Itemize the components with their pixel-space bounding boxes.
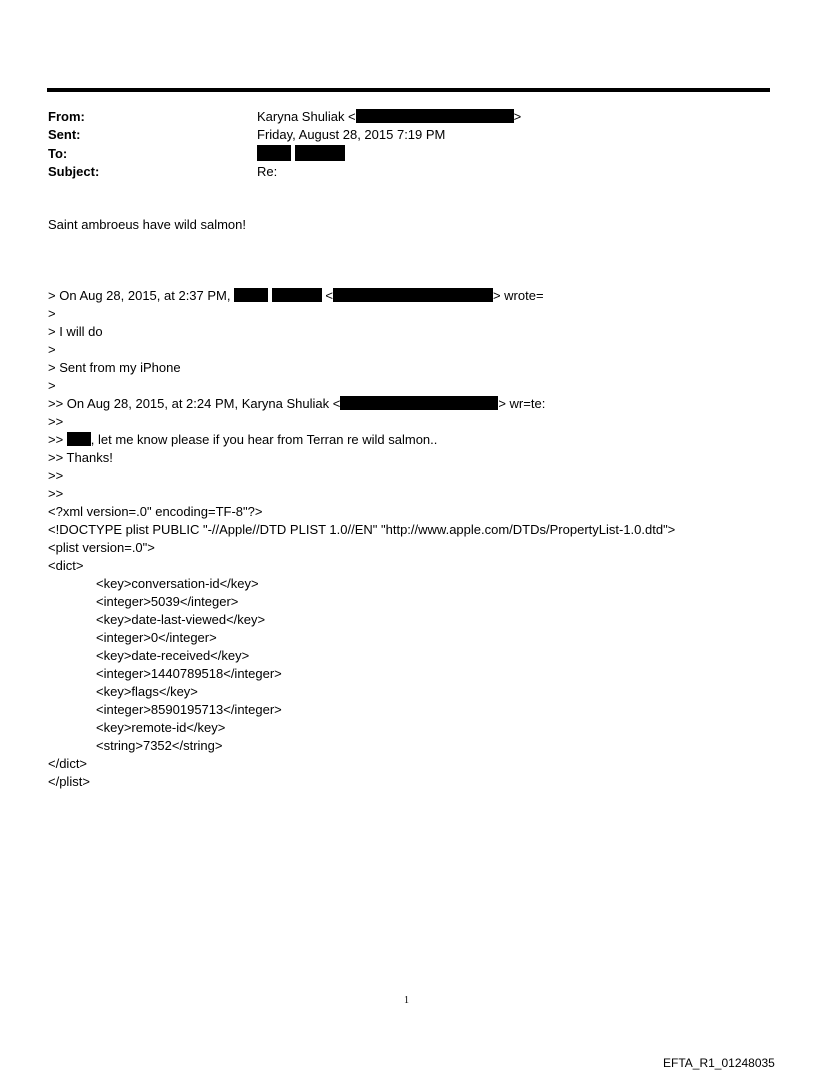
plist-entry: <integer>1440789518</integer>	[96, 666, 282, 681]
redaction-block	[67, 432, 91, 446]
plist-entry: <key>date-last-viewed</key>	[96, 612, 266, 627]
quote-line: >	[48, 306, 56, 321]
redaction-block	[333, 288, 493, 302]
quote-line: >> On Aug 28, 2015, at 2:24 PM, Karyna Shuliak < > wr=te:	[48, 396, 546, 411]
xml-declaration: <?xml version=.0" encoding=TF-8"?>	[48, 504, 263, 519]
dict-open: <dict>	[48, 558, 84, 573]
to-value	[257, 145, 345, 164]
plist-open: <plist version=.0">	[48, 540, 155, 555]
redaction-block	[257, 145, 291, 161]
quote-line: > On Aug 28, 2015, at 2:37 PM, < > wrote=	[48, 288, 544, 303]
subject-value: Re:	[257, 164, 278, 179]
redaction-block	[234, 288, 268, 302]
sent-value: Friday, August 28, 2015 7:19 PM	[257, 127, 446, 142]
from-close: >	[513, 109, 522, 124]
redaction-block	[340, 396, 498, 410]
quote-line: > I will do	[48, 324, 103, 339]
header-rule	[47, 88, 770, 92]
redaction-block	[356, 109, 514, 123]
plist-entry: <string>7352</string>	[96, 738, 223, 753]
quote-line: >>	[48, 486, 64, 501]
plist-entry: <key>conversation-id</key>	[96, 576, 259, 591]
quote-line: >	[48, 378, 56, 393]
redaction-block	[272, 288, 322, 302]
quote-line: >	[48, 342, 56, 357]
plist-entry: <integer>0</integer>	[96, 630, 217, 645]
from-label: From:	[48, 109, 85, 124]
dict-close: </dict>	[48, 756, 88, 771]
plist-entry: <key>flags</key>	[96, 684, 198, 699]
message-text: Saint ambroeus have wild salmon!	[48, 217, 246, 232]
document-id: EFTA_R1_01248035	[663, 1056, 775, 1070]
plist-entry: <integer>5039</integer>	[96, 594, 239, 609]
plist-entry: <integer>8590195713</integer>	[96, 702, 282, 717]
redaction-block	[295, 145, 345, 161]
doctype-line: <!DOCTYPE plist PUBLIC "-//Apple//DTD PLIST 1.0//EN" "http://www.apple.com/DTDs/PropertyList-1.0.dtd">	[48, 522, 676, 537]
plist-close: </plist>	[48, 774, 90, 789]
from-name: Karyna Shuliak <	[257, 109, 356, 124]
quote-line: >> Thanks!	[48, 450, 113, 465]
plist-entry: <key>date-received</key>	[96, 648, 250, 663]
quote-line: >>	[48, 414, 64, 429]
page-number: 1	[404, 995, 409, 1006]
plist-entry: <key>remote-id</key>	[96, 720, 226, 735]
to-label: To:	[48, 146, 68, 161]
quote-line: > Sent from my iPhone	[48, 360, 181, 375]
sent-label: Sent:	[48, 127, 81, 142]
from-value	[257, 108, 521, 126]
quote-line: >>	[48, 468, 64, 483]
subject-label: Subject:	[48, 164, 100, 179]
quote-line: >> , let me know please if you hear from Terran re wild salmon..	[48, 432, 438, 447]
